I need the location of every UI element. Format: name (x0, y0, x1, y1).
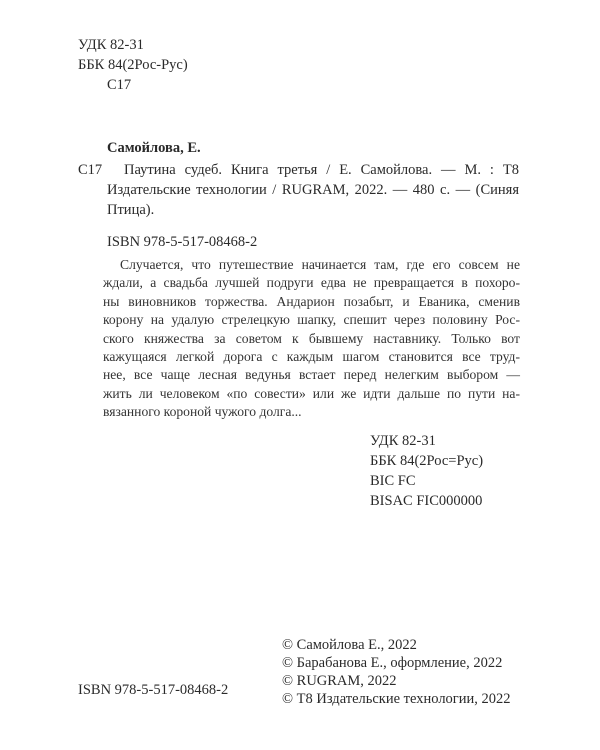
description-line: Паутина судеб. Книга третья / Е. Самойлова. — М. : Т8 (124, 162, 519, 178)
copyright-line: © Самойлова Е., 2022 (282, 637, 417, 653)
annotation-line: ны виновников торжества. Андарион позабыт, и Еваника, сменив (103, 293, 520, 309)
annotation-line: корону на удалую стрелецкую шапку, спешит через половину Рос- (103, 312, 520, 328)
annotation-line: вязанного короной чужого долга... (103, 404, 302, 420)
footer-isbn: ISBN 978-5-517-08468-2 (78, 682, 229, 698)
annotation-line: кажущаяся легкой дорога с каждым шагом становится все труд- (103, 348, 520, 364)
udk-code: УДК 82-31 (78, 37, 144, 53)
annotation-line: нее, все чаще лесная ведунья встает перед нелегким выбором — (103, 367, 520, 383)
classification-bic: BIC FC (370, 473, 416, 489)
copyright-line: © Т8 Издательские технологии, 2022 (282, 691, 511, 707)
author-name: Самойлова, Е. (107, 140, 201, 156)
annotation-line: ждали, а свадьба лучшей подруги едва не превращается в похоро- (103, 275, 520, 291)
classification-bisac: BISAC FIC000000 (370, 493, 483, 509)
author-mark-record: С17 (78, 162, 103, 178)
annotation-line: ского княжества за советом к бывшему наставнику. Только вот (103, 330, 520, 346)
annotation-line: Случается, что путешествие начинается там, где его совсем не (120, 257, 520, 272)
isbn: ISBN 978-5-517-08468-2 (107, 234, 258, 250)
annotation (103, 256, 520, 422)
description-line: Издательские технологии / RUGRAM, 2022. — 480 с. — (Синяя (107, 182, 519, 198)
copyright-line: © RUGRAM, 2022 (282, 673, 397, 689)
annotation-line: жить ли человеком «по совести» или же идти дальше по пути на- (103, 385, 520, 401)
author-mark: С17 (107, 77, 132, 93)
description-line: Птица). (107, 202, 155, 218)
bibliographic-description (107, 160, 519, 220)
classification-bbk: ББК 84(2Рос=Рус) (370, 453, 484, 469)
copyright-line: © Барабанова Е., оформление, 2022 (282, 655, 503, 671)
classification-udk: УДК 82-31 (370, 433, 436, 449)
bbk-code: ББК 84(2Рос-Рус) (78, 57, 188, 73)
